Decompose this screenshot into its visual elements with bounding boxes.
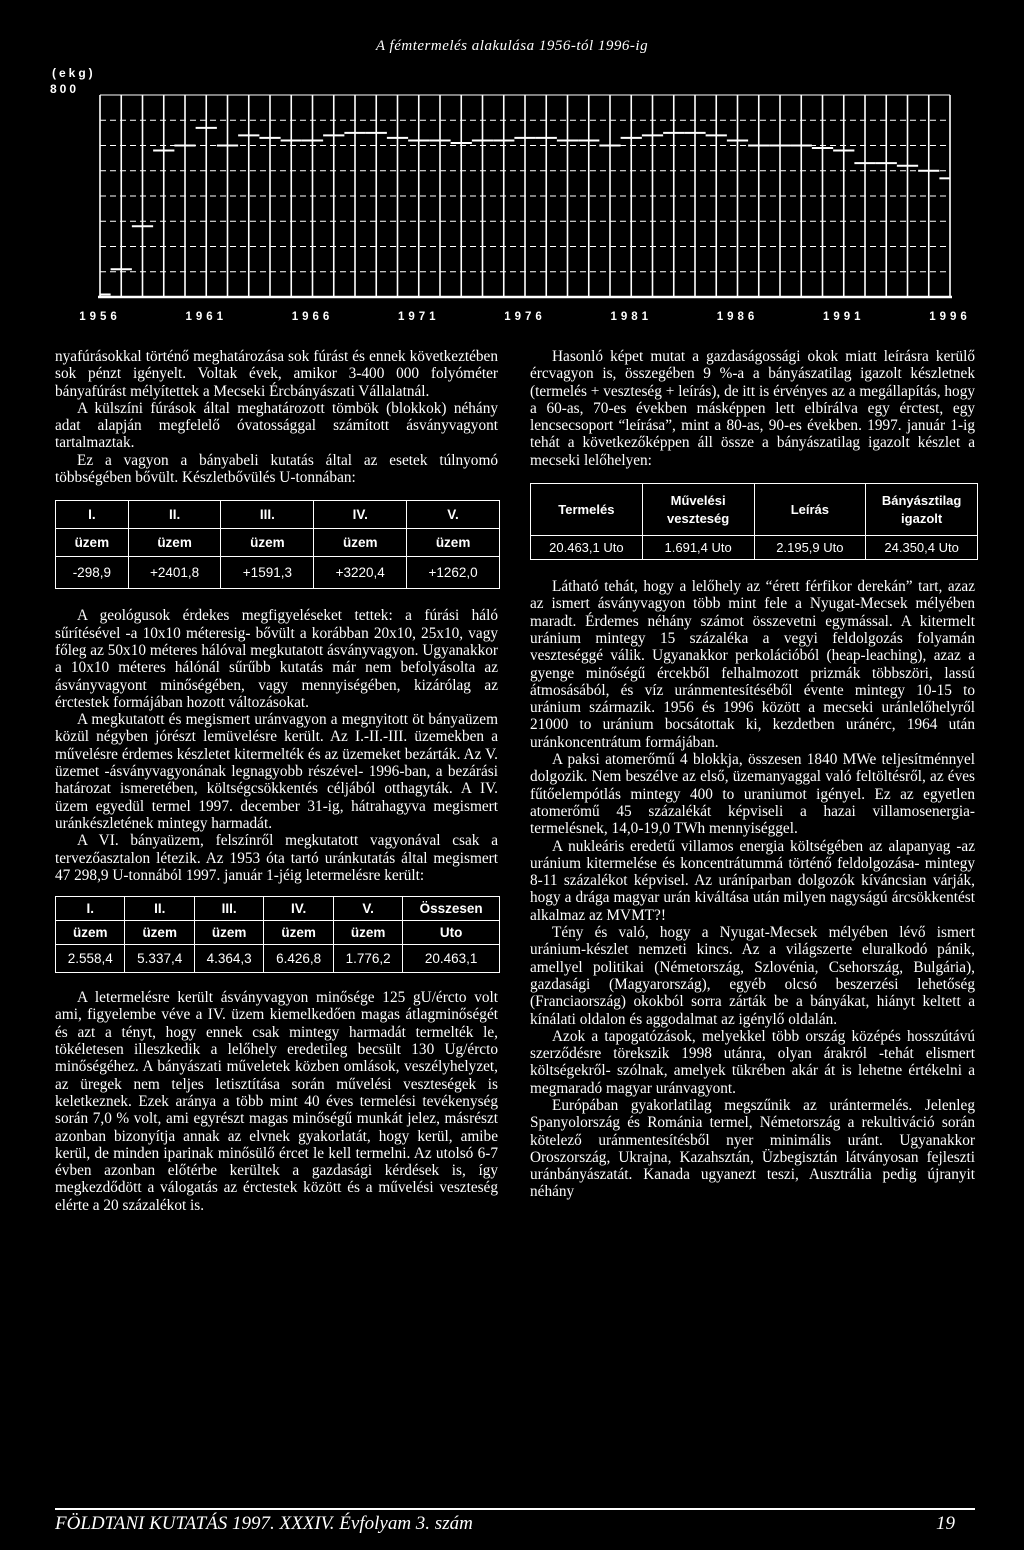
x-tick-1981: 1981 [610,311,653,323]
t3-header-3: Leírás [754,484,866,536]
page-footer [55,1508,975,1536]
t2-header-5: V. [333,897,402,921]
x-tick-1971: 1971 [397,311,440,323]
x-tick-1976: 1976 [504,311,546,323]
t1-value-5: +1262,0 [407,557,500,589]
x-tick-1956: 1956 [79,311,121,323]
t2-sub-2: üzem [125,921,194,945]
t1-sub-2: üzem [128,529,221,557]
production-chart [0,0,1024,330]
left-column [55,348,498,1214]
right-para-7: Európában gyakorlatilag megszűnik az urántermelés. Jelenleg Spanyolország és Románia termel, Németország a rekultiváció során kötelező uránmentesítésből nyer minimális uránt. Ugyanakkor Oroszország, Ukrajna, Kazahsztán, Üzbegisztán látványosan fejleszti uránbányászatát. Kanada ugyanezt teszi, Ausztrália pedig újranyit néhány [530,1096,975,1201]
t2-header-2: II. [125,897,194,921]
y-axis-label: (ekg) [52,66,96,80]
t2-value-4: 6.426,8 [264,945,333,973]
y-tick-800: 800 [50,82,80,96]
t2-value-2: 5.337,4 [125,945,194,973]
x-tick-1991: 1991 [822,311,865,323]
t2-sub-5: üzem [333,921,402,945]
verified-reserve-table [530,483,978,560]
t3-header-4: Bányásztilag igazolt [866,484,978,536]
left-para-1: nyafúrásokkal történő meghatározása sok fúrást és ennek következtében sok pénzt igényelt. Voltak évek, amikor 3-400 000 folyóméter bányafúrást mélyítettek a Mecseki Ércbányászati Vállalatnál. [55,348,498,400]
t2-value-3: 4.364,3 [194,945,263,973]
t1-value-2: +2401,8 [128,557,221,589]
t2-value-1: 2.558,4 [56,945,125,973]
left-para-3: Ez a vagyon a bányabeli kutatás által az esetek túlnyomó többségében bővült. Készletbővülés U-tonnában: [55,451,498,487]
right-para-1: Hasonló képet mutat a gazdaságossági okok miatt leírásra kerülő ércvagyon is, összegében 9 %-a a bányászatilag igazolt készletnek (termelés + veszteség + leírás), de itt is érvényes az a megállapítás, hogy a 60-as, 70-es években másképpen lett elbírálva egy érctest, egy lencsecsoport “leírása”, mint a 80-as, 90-es években. 1997. január 1-ig tehát a következőképpen áll össze a bányászatilag igazolt készlet a mecseki lelőhelyen: [530,348,975,469]
right-para-2: Látható tehát, hogy a lelőhely az “érett férfikor derekán” tart, azaz az ismert ásványvagyon több mint fele a Nyugat-Mecsek mélyében maradt. Érdemes néhány számot összevetni egymással. A kitermelt uránium mintegy 15 százaléka a vegyi feldolgozás folyamán veszteséggé válik. Ugyanakkor perkolációból (heap-leaching), azaz a gyenge minőségű ércekből felhalmozott prizmák többszöri, lassú átmosásából, és víz uránmentesítéséből évente mintegy 10-15 to uránium származik. 1956 és 1996 között a mecseki uránlelőhelyről 21000 to uránium bocsátottak ki, kezdetben uránérc, 1964 után uránkoncentrátum formájában. [530,578,975,751]
t1-value-3: +1591,3 [221,557,314,589]
t1-sub-3: üzem [221,529,314,557]
t1-value-4: +3220,4 [314,557,407,589]
right-para-4: A nukleáris eredetű villamos energia költségében az alapanyag -az uránium kitermelése és koncentrátummá történő feldolgozása- mintegy 8-11 százalékot képvisel. Az uráníparban dolgozók kíváncsian várják, hogy a drága magyar urán kiváltása után milyen nagyságú árcsökkentést alkalmaz az MVMT?! [530,837,975,924]
right-column [530,348,975,1201]
right-para-6: Azok a tapogatózások, melyekkel több ország középés hosszútávú szerződésre törekszik 1998 utánra, olyan árakról -tehát elismert költségekről- szólnak, amelyek tükrében akár át is lehetne értékelni a megmaradó magyar uránvagyont. [530,1027,975,1097]
t3-value-1: 20.463,1 Uto [531,536,643,560]
t2-sub-6: Uto [403,921,500,945]
t1-header-5: V. [407,501,500,529]
t3-header-2: Művelési veszteség [642,484,754,536]
t1-sub-1: üzem [56,529,129,557]
left-para-7: A letermelésre került ásványvagyon minősége 125 gU/ércto volt ami, figyelembe véve a IV. üzem kiemelkedően magas átlagminőségét és azt a tényt, hogy ennek csak mintegy harmadát termelték le, tökéletesen illeszkedik a lelőhely eredetileg becsült 130 Ug/ércto minőségéhez. A bányászati műveletek közben omlások, veszélyhelyzet, az üregek nem teljes letisztítása során művelési veszteségek is keletkeznek. Ezek aránya a több mint 40 éves termelési tevékenység során 7,0 % volt, ami egyrészt magas minőségű munkát jelez, másrészt azonban bizonyítja annak az elvnek gyakorlatát, hogy kerül, amibe kerül, de minden iparinak minősülő ércet le kell termelni. Az utolsó 6-7 évben azonban előtérbe kerültek a gazdasági kérdések is, így megkezdődött a válogatás az érctestek között és a művelési veszteség elérte a 20 százalékot is. [55,989,498,1214]
production-table [55,896,500,973]
t1-sub-4: üzem [314,529,407,557]
x-axis [79,311,971,323]
right-para-3: A paksi atomerőmű 4 blokkja, összesen 1840 MWe teljesítménnyel dolgozik. Nem beszélve az első, üzemanyaggal való feltöltésről, az éves fűtőelempótlás mintegy 400 to uraniumot igényel. Ez az egyetlen atomerőmű 45 százalékát képviseli a hazai villamosenergia-termelésnek, 14,0-19,0 TWh mennyiséggel. [530,751,975,838]
t1-value-1: -298,9 [56,557,129,589]
t1-header-4: IV. [314,501,407,529]
t2-header-6: Összesen [403,897,500,921]
left-para-6: A VI. bányaüzem, felszínről megkutatott vagyonával csak a tervezőasztalon létezik. Az 1953 óta tartó uránkutatás által megismert 47 298,9 U-tonnából 1997. január 1-jéig letermelésre került: [55,832,498,884]
x-tick-1966: 1966 [291,311,334,323]
right-para-5: Tény és való, hogy a Nyugat-Mecsek mélyében lévő ismert uránium-készlet nemzeti kincs. Az a világszerte eluralkodó pánik, amellyel politikai (Németország, Szlovénia, Csehország, Bulgária), gazdasági (Magyarország), egyéb olcsó beszerzési lehetőség (Franciaország) okokból sorra zárták be a bányákat, hiányt keltett a kínálati oldalon és aggodalmat az igénylő oldalán. [530,924,975,1028]
t1-header-1: I. [56,501,129,529]
t2-header-4: IV. [264,897,333,921]
t1-header-2: II. [128,501,221,529]
t2-sub-3: üzem [194,921,263,945]
left-para-4: A geológusok érdekes megfigyeléseket tettek: a fúrási háló sűrítésével -a 10x10 méteresig- bővült a korábban 20x10, 25x10, vagy főleg az 50x10 méteres hálóval megkutatott ásványvagyon. Ugyanakkor a 10x10 méteres hálónál sűrűbb kutatás már nem befolyásolta az ásványvagyont minőségében, vagy mennyiségében, kizárólag az érctestek formájában hozott változásokat. [55,607,498,711]
t2-sub-4: üzem [264,921,333,945]
x-tick-1986: 1986 [716,311,759,323]
t3-value-3: 2.195,9 Uto [754,536,866,560]
chart-grid [98,95,952,297]
x-tick-1996: 1996 [929,311,971,323]
t1-header-3: III. [221,501,314,529]
t2-value-5: 1.776,2 [333,945,402,973]
t2-header-3: III. [194,897,263,921]
left-para-5: A megkutatott és megismert uránvagyon a megnyitott öt bányaüzem közül négyben jórészt lemüvelésre került. Az I.-II.-III. üzemekben a művelésre érdemes készletet kitermelték és az üzemeket bezárták. Az V. üzemet -ásványvagyonának legnagyobb részével- 1996-ban, a bezárási határozat ismeretében, költségcsökkentés céljából otthagyták. A IV. üzem egyedül termel 1997. december 31-ig, hátrahagyva megismert uránkészletének mintegy harmadát. [55,711,498,832]
t3-value-2: 1.691,4 Uto [642,536,754,560]
page-number: 19 [936,1513,955,1534]
t3-header-1: Termelés [531,484,643,536]
reserve-growth-table [55,500,500,589]
left-para-2: A külszíni fúrások által meghatározott tömbök (blokkok) néhány adat alapján megfelelő óvatossággal számított ásványvagyont tartalmaztak. [55,399,498,452]
chart-title: A fémtermelés alakulása 1956-tól 1996-ig [375,38,649,54]
t2-sub-1: üzem [56,921,125,945]
x-tick-1961: 1961 [185,311,228,323]
t2-value-6: 20.463,1 [403,945,500,973]
t1-sub-5: üzem [407,529,500,557]
journal-title: FÖLDTANI KUTATÁS 1997. XXXIV. Évfolyam 3. szám [55,1513,473,1534]
t3-value-4: 24.350,4 Uto [866,536,978,560]
t2-header-1: I. [56,897,125,921]
